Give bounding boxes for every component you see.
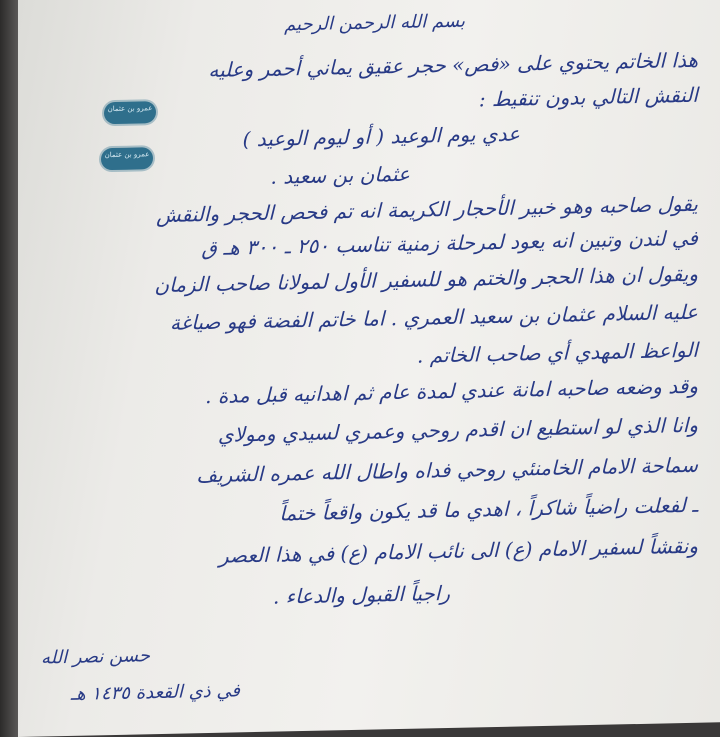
- letter-line-1: هذا الخاتم يحتوي على «فص» حجر عقيق يماني أحمر وعليه: [208, 47, 698, 83]
- basmala-heading: بسم الله الرحمن الرحيم: [284, 10, 465, 36]
- letter-line-9: الواعظ المهدي أي صاحب الخاتم .: [416, 337, 698, 368]
- signature: حسن نصر الله: [41, 645, 150, 669]
- letter-line-2: النقش التالي بدون تنقيط :: [478, 82, 698, 112]
- inscription-line-2: عثمان بن سعيد .: [270, 161, 410, 189]
- letter-line-14: ونقشاً لسفير الامام (ع) الى نائب الامام (ع) في هذا العصر: [218, 533, 698, 568]
- letter-line-10: وقد وضعه صاحبه امانة عندي لمدة عام ثم اهدانيه قبل مدة .: [205, 373, 698, 409]
- seal-impression-1: عمرو بن عثمان: [104, 101, 156, 124]
- letter-line-12: سماحة الامام الخامنئي روحي فداه واطال الله عمره الشريف: [196, 452, 698, 488]
- letter-line-8: عليه السلام عثمان بن سعيد العمري . اما خاتم الفضة فهو صياغة: [170, 299, 698, 335]
- letter-line-11: وانا الذي لو استطيع ان اقدم روحي وعمري لسيدي ومولاي: [217, 412, 698, 447]
- letter-line-15: راجياً القبول والدعاء .: [272, 580, 450, 609]
- letter-line-13: ـ لفعلت راضياً شاكراً ، اهدي ما قد يكون واقعاً ختماً: [279, 492, 698, 526]
- letter-line-7: ويقول ان هذا الحجر والختم هو للسفير الأول لمولانا صاحب الزمان: [154, 261, 698, 298]
- letter-line-5: يقول صاحبه وهو خبير الأحجار الكريمة انه تم فحص الحجر والنقش: [156, 191, 698, 228]
- letter-paper: [18, 0, 720, 737]
- letter-line-6: في لندن وتبين انه يعود لمرحلة زمنية تناسب ٢٥٠ ـ ٣٠٠ هـ ق: [201, 225, 698, 261]
- seal-impression-2: عمرو بن عثمان: [101, 147, 153, 170]
- inscription-line-1: عدي يوم الوعيد ( أو ليوم الوعيد ): [242, 121, 520, 152]
- date-line: في ذي القعدة ١٤٣٥ هـ: [70, 680, 240, 705]
